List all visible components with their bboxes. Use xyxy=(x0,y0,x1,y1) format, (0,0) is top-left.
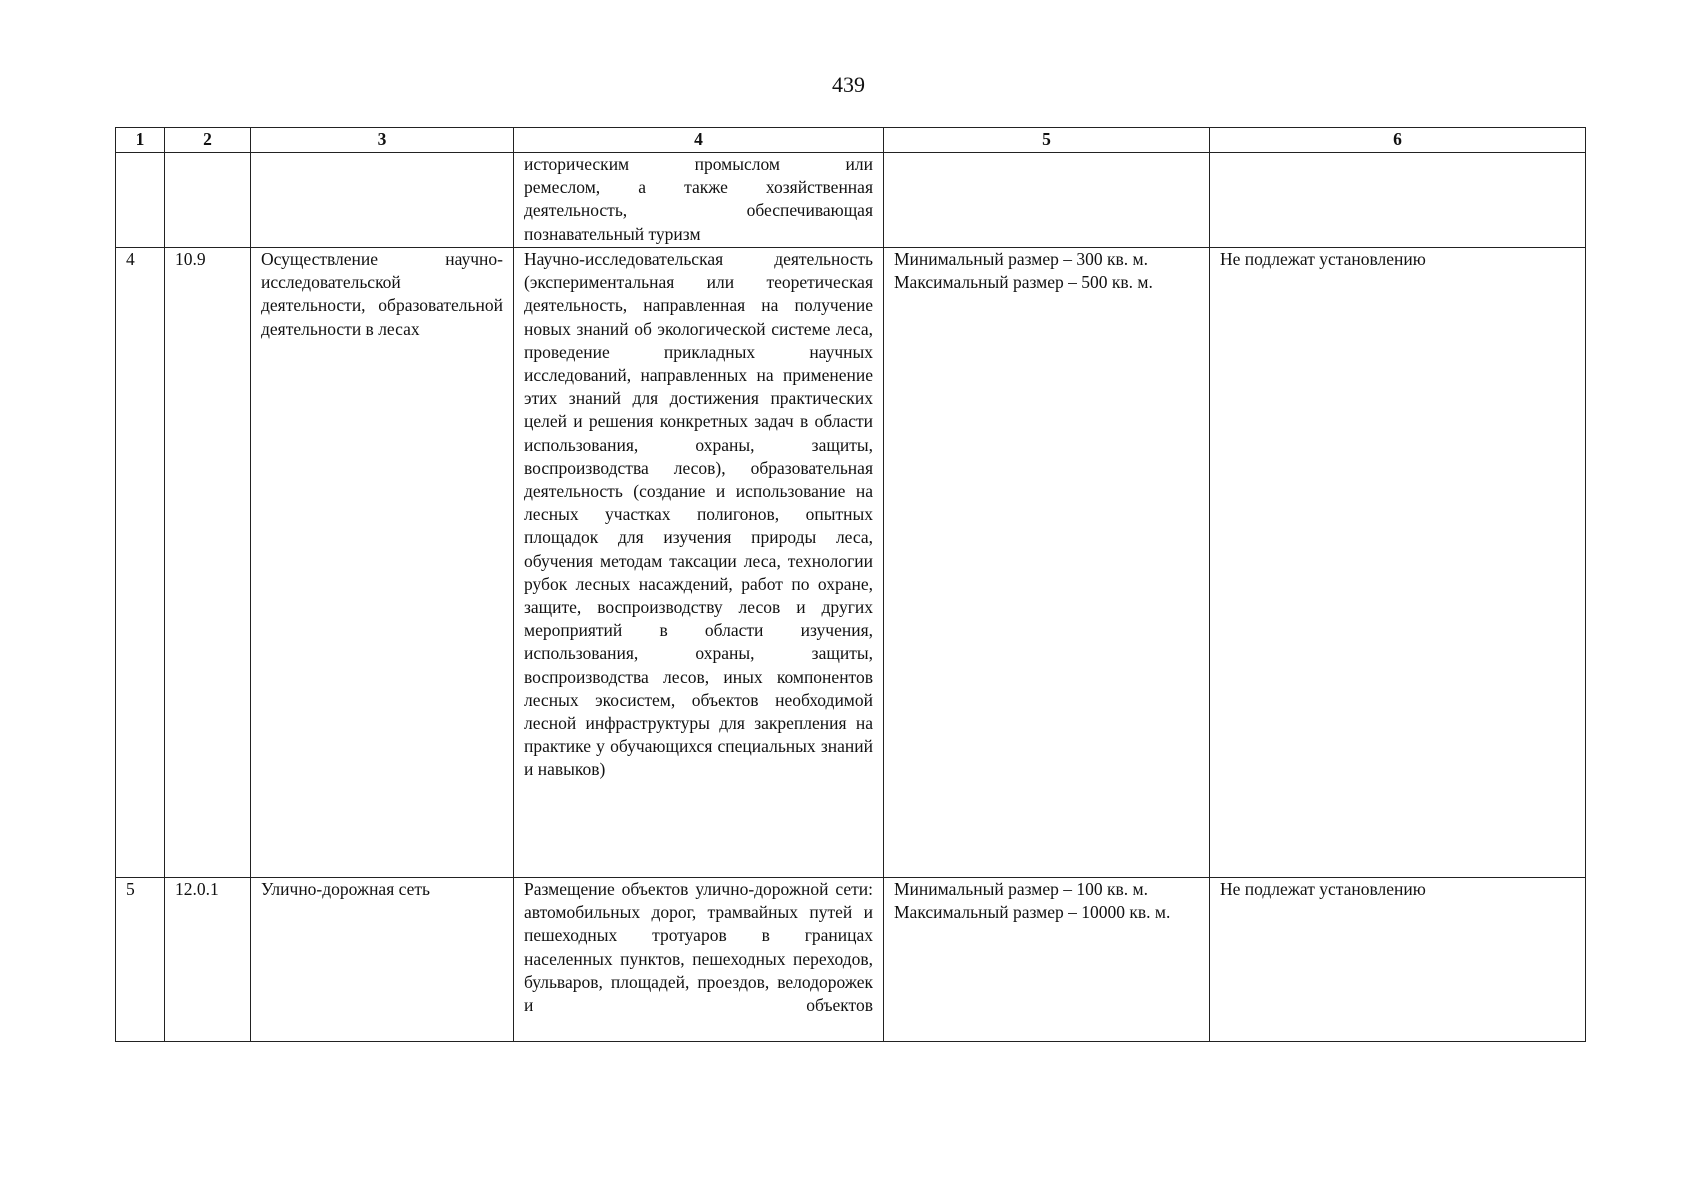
size-cell xyxy=(884,248,1210,878)
table-cell xyxy=(1210,153,1586,248)
text-line: ремеслом, а также хозяйственная xyxy=(524,177,873,198)
column-header: 3 xyxy=(251,128,514,153)
column-header: 1 xyxy=(116,128,165,153)
column-header: 2 xyxy=(165,128,251,153)
text-line: познавательный туризм xyxy=(524,223,701,244)
text-line: историческим промыслом или xyxy=(524,154,873,174)
table-cell xyxy=(884,153,1210,248)
column-header: 5 xyxy=(884,128,1210,153)
size-min: Минимальный размер – 100 кв. м. xyxy=(894,879,1148,899)
table-row xyxy=(116,248,1586,878)
table-row xyxy=(116,878,1586,1042)
name-cell: Улично-дорожная сеть xyxy=(251,878,514,1042)
size-min: Минимальный размер – 300 кв. м. xyxy=(894,249,1148,269)
column-header: 4 xyxy=(514,128,884,153)
description-cell: Размещение объектов улично-дорожной сети: автомобильных дорог, трамвайных путей и пешеходных тротуаров в границах населенных пунктов, пешеходных переходов, бульваров, площадей, проездов, велодорожек и объектов xyxy=(514,878,884,1042)
code-cell: 12.0.1 xyxy=(165,878,251,1042)
table-cell xyxy=(251,153,514,248)
table-cell xyxy=(116,153,165,248)
page-number: 439 xyxy=(832,72,865,97)
code-cell: 10.9 xyxy=(165,248,251,878)
row-number-cell: 4 xyxy=(116,248,165,878)
description-cell: Научно-исследовательская деятельность (экспериментальная или теоретическая деятельность, направленная на получение новых знаний об экологической системе леса, проведение прикладных научных исследований, направленных на применение этих знаний для достижения практических целей и решения конкретных задач в области использования, охраны, защиты, воспроизводства лесов), образовательная деятельность (создание и использование на лесных участках полигонов, опытных площадок для изучения природы леса, обучения методам таксации леса, технологии рубок лесных насаждений, работ по охране, защите, воспроизводству лесов и других мероприятий в области изучения, использования, охраны, защиты, воспроизводства лесов, иных компонентов лесных экосистем, объектов необходимой лесной инфраструктуры для закрепления на практике у обучающихся специальных знаний и навыков) xyxy=(514,248,884,878)
column-header: 6 xyxy=(1210,128,1586,153)
size-cell xyxy=(884,878,1210,1042)
zoning-table xyxy=(115,127,1586,1042)
table-cell xyxy=(165,153,251,248)
restrictions-cell: Не подлежат установлению xyxy=(1210,248,1586,878)
text-line: деятельность, обеспечивающая xyxy=(524,200,873,221)
table-row-continuation xyxy=(116,153,1586,248)
table-header-row xyxy=(116,128,1586,153)
restrictions-cell: Не подлежат установлению xyxy=(1210,878,1586,1042)
size-max: Максимальный размер – 10000 кв. м. xyxy=(894,902,1171,923)
continuation-description-cell xyxy=(514,153,884,248)
size-max: Максимальный размер – 500 кв. м. xyxy=(894,272,1153,293)
name-cell: Осуществление научно-исследовательской деятельности, образовательной деятельности в лесах xyxy=(251,248,514,878)
row-number-cell: 5 xyxy=(116,878,165,1042)
